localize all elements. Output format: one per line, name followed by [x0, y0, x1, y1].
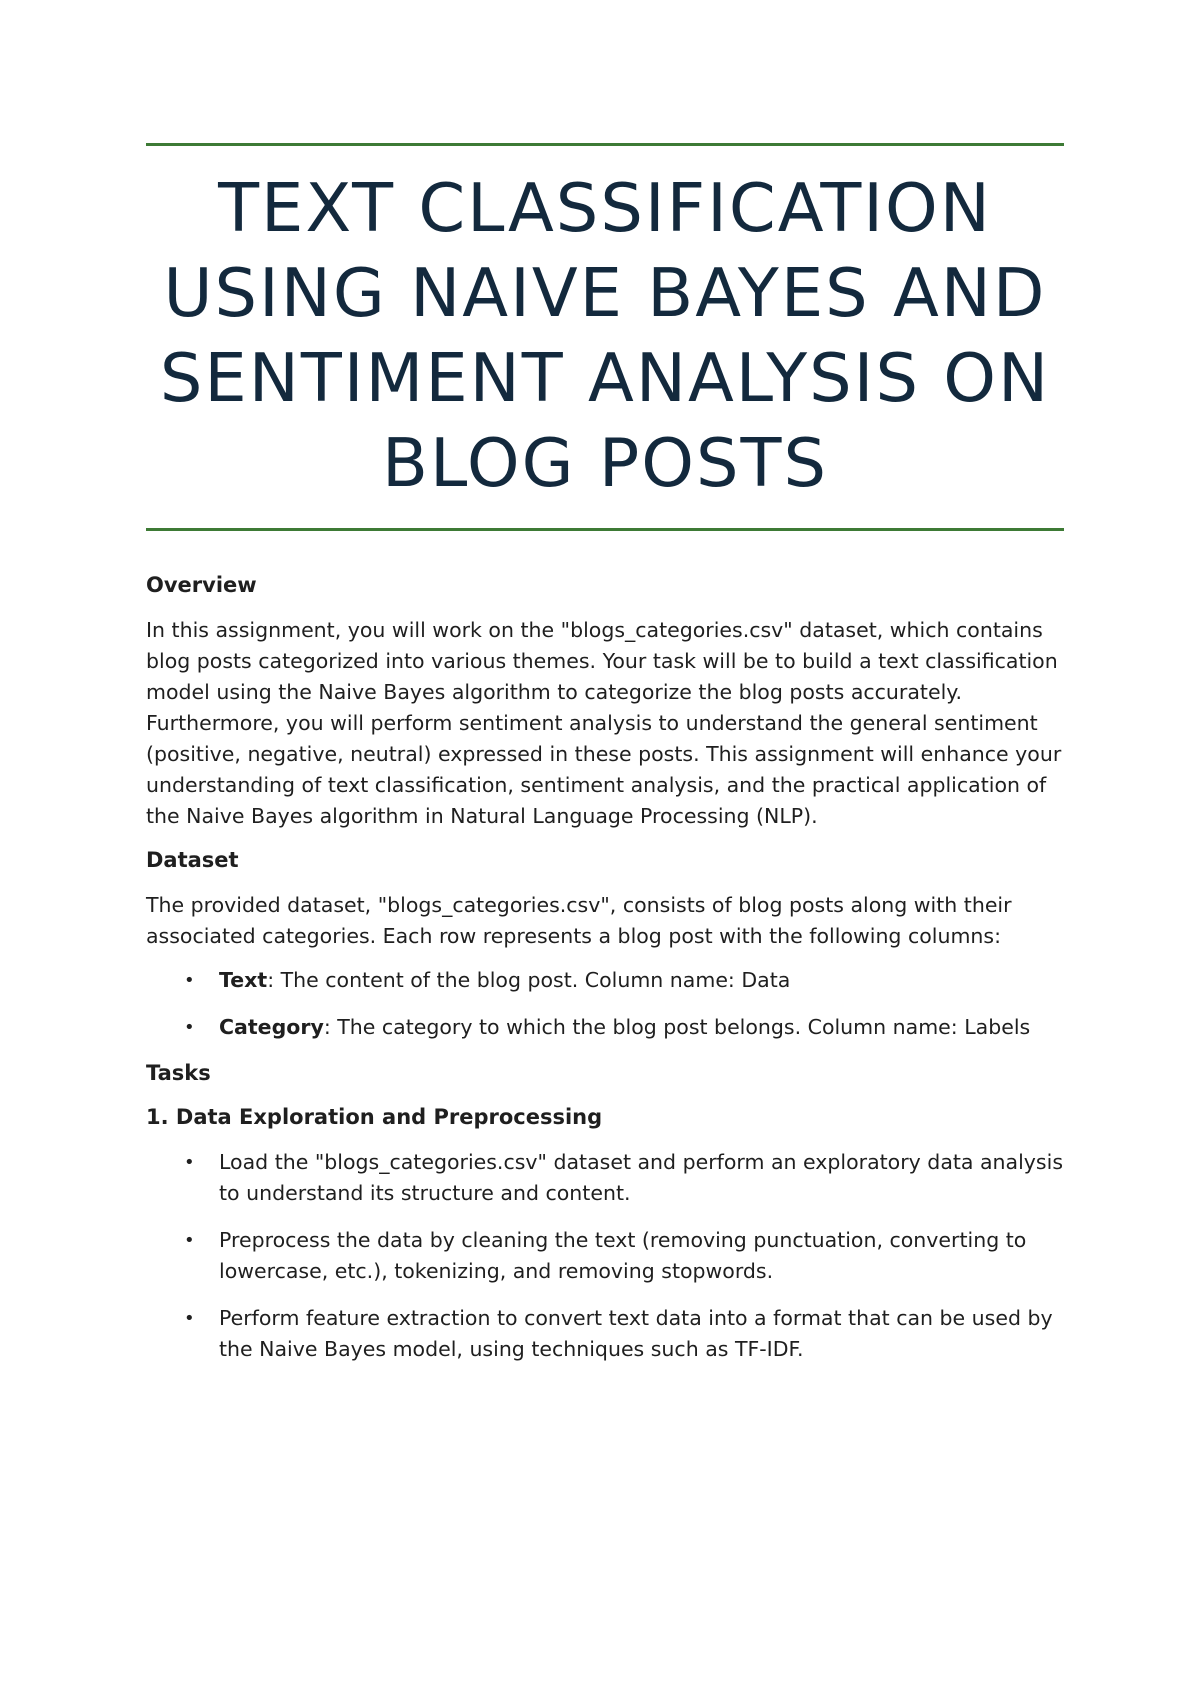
tasks-heading: Tasks	[146, 1061, 211, 1085]
list-item	[146, 1012, 1064, 1043]
document-title: TEXT CLASSIFICATION USING NAIVE BAYES AND SENTIMENT ANALYSIS ON BLOG POSTS	[159, 169, 1051, 502]
list-item	[146, 1303, 1064, 1365]
dataset-heading: Dataset	[146, 848, 239, 872]
bullet-icon: •	[184, 1308, 195, 1329]
bullet-icon: •	[184, 1152, 195, 1173]
subtask-heading: 1. Data Exploration and Preprocessing	[146, 1105, 603, 1129]
task-item-text: Preprocess the data by cleaning the text (removing punctuation, converting to lowercase, etc.), tokenizing, and removing stopwords.	[219, 1228, 1027, 1283]
column-description: : The content of the blog post. Column name: Data	[267, 968, 791, 992]
dataset-columns-list	[146, 965, 1064, 1043]
subtask-items-list	[146, 1147, 1064, 1365]
dataset-paragraph: The provided dataset, "blogs_categories.csv", consists of blog posts along with their associated categories. Each row represents a blog post with the following columns:	[146, 893, 1012, 948]
column-description: : The category to which the blog post belongs. Column name: Labels	[323, 1015, 1031, 1039]
column-term: Text	[219, 968, 268, 992]
bullet-icon: •	[184, 1230, 195, 1251]
title-top-rule	[146, 143, 1064, 146]
overview-heading: Overview	[146, 573, 257, 597]
column-term: Category	[219, 1015, 324, 1039]
bullet-icon: •	[184, 970, 195, 991]
document-page	[146, 143, 1064, 1365]
list-item	[146, 1147, 1064, 1209]
list-item	[146, 965, 1064, 996]
overview-paragraph: In this assignment, you will work on the "blogs_categories.csv" dataset, which contains blog posts categorized into various themes. Your task will be to build a text classification model using the Naive Bayes algorithm to categorize the blog posts accurately. Furthermore, you will perform sentiment analysis to understand the general sentiment (positive, negative, neutral) expressed in these posts. This assignment will enhance your understanding of text classification, sentiment analysis, and the practical application of the Naive Bayes algorithm in Natural Language Processing (NLP).	[146, 618, 1062, 828]
list-item	[146, 1225, 1064, 1287]
bullet-icon: •	[184, 1017, 195, 1038]
task-item-text: Perform feature extraction to convert text data into a format that can be used by the Naive Bayes model, using techniques such as TF-IDF.	[219, 1306, 1053, 1361]
task-item-text: Load the "blogs_categories.csv" dataset and perform an exploratory data analysis to understand its structure and content.	[219, 1150, 1063, 1205]
